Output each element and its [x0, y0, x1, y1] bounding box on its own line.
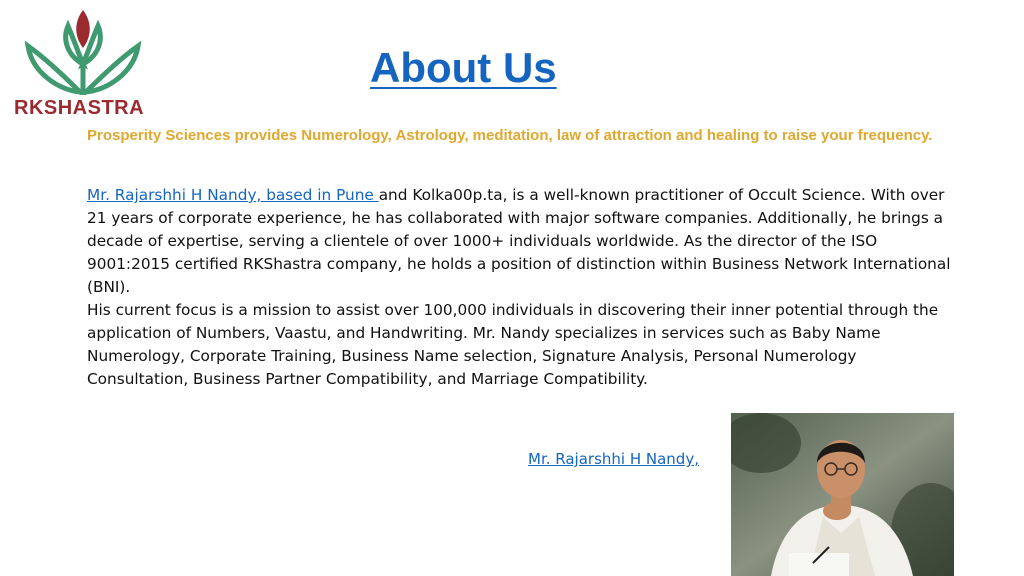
tagline: Prosperity Sciences provides Numerology, Astrology, meditation, law of attraction and healing to raise your frequency.: [87, 127, 933, 144]
person-photo-icon: [731, 413, 954, 576]
paragraph-1-text: and Kolka00p.ta, is a well-known practitioner of Occult Science. With over 21 years of corporate experience, he has collaborated with major software companies. Additionally, he brings a decade of expertise, serving a clientele of over 1000+ individuals worldwide. As the director of the ISO 9001:2015 certified RKShastra company, he holds a position of distinction within Business Network International (BNI).: [87, 186, 951, 296]
profile-photo: [731, 413, 954, 576]
profile-link[interactable]: Mr. Rajarshhi H Nandy, based in Pune: [87, 186, 379, 204]
name-link[interactable]: Mr. Rajarshhi H Nandy,: [528, 450, 699, 468]
lotus-logo-icon: [18, 6, 148, 96]
about-body: [87, 184, 957, 391]
page-title: About Us: [370, 44, 557, 91]
logo-text: RKSHASTRA: [14, 97, 145, 119]
about-paragraph-2: His current focus is a mission to assist over 100,000 individuals in discovering their inner potential through the application of Numbers, Vaastu, and Handwriting. Mr. Nandy specializes in services such as Baby Name Numerology, Corporate Training, Business Name selection, Signature Analysis, Personal Numerology Consultation, Business Partner Compatibility, and Marriage Compatibility.: [87, 301, 939, 388]
about-paragraph-1: [87, 184, 957, 299]
company-logo: [10, 6, 150, 118]
